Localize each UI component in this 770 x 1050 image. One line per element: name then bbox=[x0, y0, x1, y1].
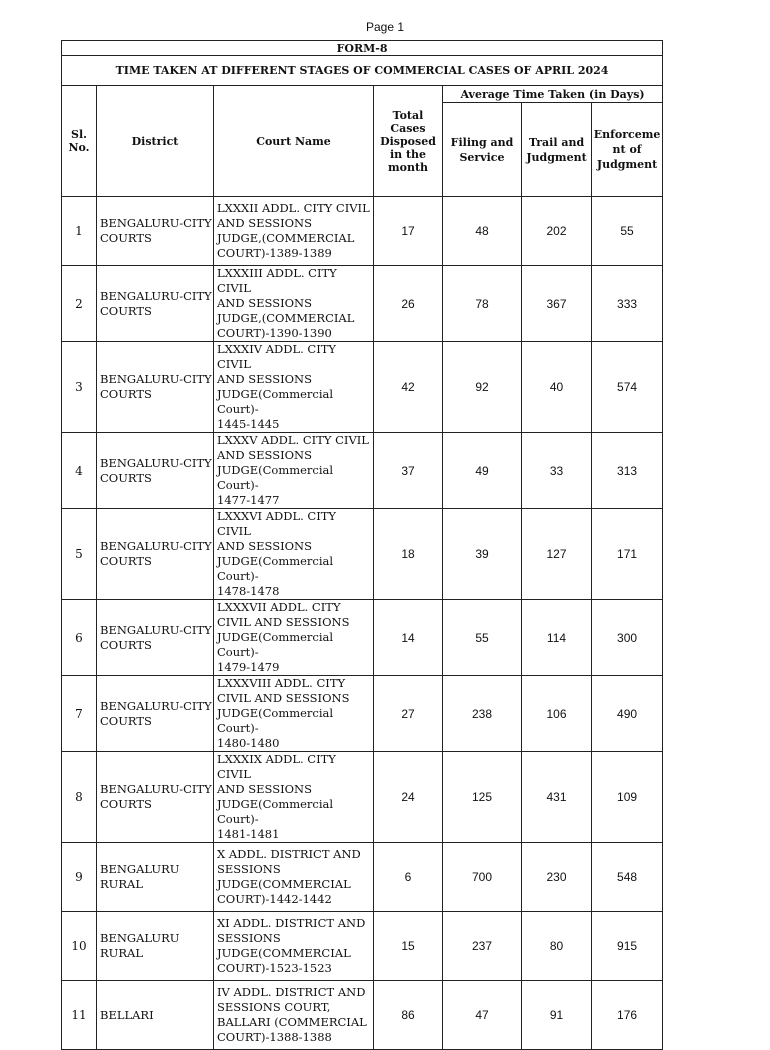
district-cell: BENGALURU-CITY COURTS bbox=[97, 266, 214, 342]
table-row bbox=[62, 266, 663, 342]
filing-days-cell: 92 bbox=[443, 342, 522, 433]
court-name-cell: LXXXIV ADDL. CITY CIVIL AND SESSIONS JUDGE(Commercial Court)- 1445-1445 bbox=[214, 342, 374, 433]
sl-no-cell: 2 bbox=[62, 266, 97, 342]
total-cases-cell: 15 bbox=[374, 912, 443, 981]
trail-header: Trail and Judgment bbox=[522, 103, 592, 197]
trail-days-cell: 33 bbox=[522, 433, 592, 509]
court-name-cell: LXXXIII ADDL. CITY CIVIL AND SESSIONS JUDGE,(COMMERCIAL COURT)-1390-1390 bbox=[214, 266, 374, 342]
sl-no-cell: 10 bbox=[62, 912, 97, 981]
sl-no-cell: 8 bbox=[62, 752, 97, 843]
court-name-cell: XI ADDL. DISTRICT AND SESSIONS JUDGE(COMMERCIAL COURT)-1523-1523 bbox=[214, 912, 374, 981]
sl-no-cell: 3 bbox=[62, 342, 97, 433]
sl-no-cell: 1 bbox=[62, 197, 97, 266]
district-cell: BENGALURU-CITY COURTS bbox=[97, 676, 214, 752]
total-cases-header: Total Cases Disposed in the month bbox=[374, 86, 443, 197]
district-cell: BENGALURU RURAL bbox=[97, 843, 214, 912]
total-cases-cell: 14 bbox=[374, 600, 443, 676]
sl-no-cell: 9 bbox=[62, 843, 97, 912]
filing-days-cell: 49 bbox=[443, 433, 522, 509]
district-cell: BENGALURU-CITY COURTS bbox=[97, 433, 214, 509]
enforcement-days-cell: 176 bbox=[592, 981, 663, 1050]
total-cases-cell: 27 bbox=[374, 676, 443, 752]
trail-days-cell: 230 bbox=[522, 843, 592, 912]
table-row bbox=[62, 600, 663, 676]
table-row bbox=[62, 433, 663, 509]
district-cell: BENGALURU-CITY COURTS bbox=[97, 509, 214, 600]
court-name-cell: LXXXII ADDL. CITY CIVIL AND SESSIONS JUDGE,(COMMERCIAL COURT)-1389-1389 bbox=[214, 197, 374, 266]
court-name-cell: LXXXVII ADDL. CITY CIVIL AND SESSIONS JUDGE(Commercial Court)- 1479-1479 bbox=[214, 600, 374, 676]
total-cases-cell: 42 bbox=[374, 342, 443, 433]
form-title: FORM-8 bbox=[62, 41, 663, 56]
trail-days-cell: 127 bbox=[522, 509, 592, 600]
filing-days-cell: 78 bbox=[443, 266, 522, 342]
sl-no-cell: 5 bbox=[62, 509, 97, 600]
court-name-header: Court Name bbox=[214, 86, 374, 197]
total-cases-cell: 37 bbox=[374, 433, 443, 509]
table-row bbox=[62, 342, 663, 433]
table-row bbox=[62, 981, 663, 1050]
district-cell: BENGALURU-CITY COURTS bbox=[97, 752, 214, 843]
total-cases-cell: 17 bbox=[374, 197, 443, 266]
trail-days-cell: 106 bbox=[522, 676, 592, 752]
court-name-cell: LXXXVI ADDL. CITY CIVIL AND SESSIONS JUDGE(Commercial Court)- 1478-1478 bbox=[214, 509, 374, 600]
trail-days-cell: 431 bbox=[522, 752, 592, 843]
table-row bbox=[62, 509, 663, 600]
filing-days-cell: 39 bbox=[443, 509, 522, 600]
sl-no-header: Sl. No. bbox=[62, 86, 97, 197]
enforcement-days-cell: 55 bbox=[592, 197, 663, 266]
filing-days-cell: 47 bbox=[443, 981, 522, 1050]
district-cell: BENGALURU-CITY COURTS bbox=[97, 342, 214, 433]
court-name-cell: IV ADDL. DISTRICT AND SESSIONS COURT, BALLARI (COMMERCIAL COURT)-1388-1388 bbox=[214, 981, 374, 1050]
court-name-cell: LXXXVIII ADDL. CITY CIVIL AND SESSIONS JUDGE(Commercial Court)- 1480-1480 bbox=[214, 676, 374, 752]
enforcement-days-cell: 915 bbox=[592, 912, 663, 981]
trail-days-cell: 80 bbox=[522, 912, 592, 981]
table-row bbox=[62, 676, 663, 752]
sl-no-cell: 6 bbox=[62, 600, 97, 676]
enforcement-days-cell: 300 bbox=[592, 600, 663, 676]
sl-no-cell: 7 bbox=[62, 676, 97, 752]
district-cell: BENGALURU-CITY COURTS bbox=[97, 197, 214, 266]
court-name-cell: LXXXV ADDL. CITY CIVIL AND SESSIONS JUDGE(Commercial Court)- 1477-1477 bbox=[214, 433, 374, 509]
page-number-label: Page 1 bbox=[365, 20, 405, 34]
enforcement-days-cell: 109 bbox=[592, 752, 663, 843]
enforcement-days-cell: 313 bbox=[592, 433, 663, 509]
enforcement-days-cell: 171 bbox=[592, 509, 663, 600]
district-cell: BENGALURU RURAL bbox=[97, 912, 214, 981]
enforcement-days-cell: 333 bbox=[592, 266, 663, 342]
commercial-cases-table bbox=[61, 40, 663, 1050]
filing-days-cell: 700 bbox=[443, 843, 522, 912]
total-cases-cell: 26 bbox=[374, 266, 443, 342]
average-time-header: Average Time Taken (in Days) bbox=[443, 86, 663, 103]
total-cases-cell: 18 bbox=[374, 509, 443, 600]
trail-days-cell: 202 bbox=[522, 197, 592, 266]
enforcement-days-cell: 548 bbox=[592, 843, 663, 912]
table-row bbox=[62, 843, 663, 912]
trail-days-cell: 367 bbox=[522, 266, 592, 342]
filing-days-cell: 48 bbox=[443, 197, 522, 266]
enforcement-days-cell: 574 bbox=[592, 342, 663, 433]
total-cases-cell: 24 bbox=[374, 752, 443, 843]
filing-header: Filing and Service bbox=[443, 103, 522, 197]
table-row bbox=[62, 912, 663, 981]
filing-days-cell: 55 bbox=[443, 600, 522, 676]
district-cell: BENGALURU-CITY COURTS bbox=[97, 600, 214, 676]
filing-days-cell: 237 bbox=[443, 912, 522, 981]
table-row bbox=[62, 197, 663, 266]
trail-days-cell: 91 bbox=[522, 981, 592, 1050]
district-header: District bbox=[97, 86, 214, 197]
enforcement-header: Enforceme nt of Judgment bbox=[592, 103, 663, 197]
district-cell: BELLARI bbox=[97, 981, 214, 1050]
filing-days-cell: 125 bbox=[443, 752, 522, 843]
total-cases-cell: 6 bbox=[374, 843, 443, 912]
enforcement-days-cell: 490 bbox=[592, 676, 663, 752]
court-name-cell: X ADDL. DISTRICT AND SESSIONS JUDGE(COMMERCIAL COURT)-1442-1442 bbox=[214, 843, 374, 912]
trail-days-cell: 114 bbox=[522, 600, 592, 676]
report-title: TIME TAKEN AT DIFFERENT STAGES OF COMMERCIAL CASES OF APRIL 2024 bbox=[62, 56, 663, 86]
court-name-cell: LXXXIX ADDL. CITY CIVIL AND SESSIONS JUDGE(Commercial Court)- 1481-1481 bbox=[214, 752, 374, 843]
table-row bbox=[62, 752, 663, 843]
sl-no-cell: 11 bbox=[62, 981, 97, 1050]
sl-no-cell: 4 bbox=[62, 433, 97, 509]
total-cases-cell: 86 bbox=[374, 981, 443, 1050]
filing-days-cell: 238 bbox=[443, 676, 522, 752]
trail-days-cell: 40 bbox=[522, 342, 592, 433]
